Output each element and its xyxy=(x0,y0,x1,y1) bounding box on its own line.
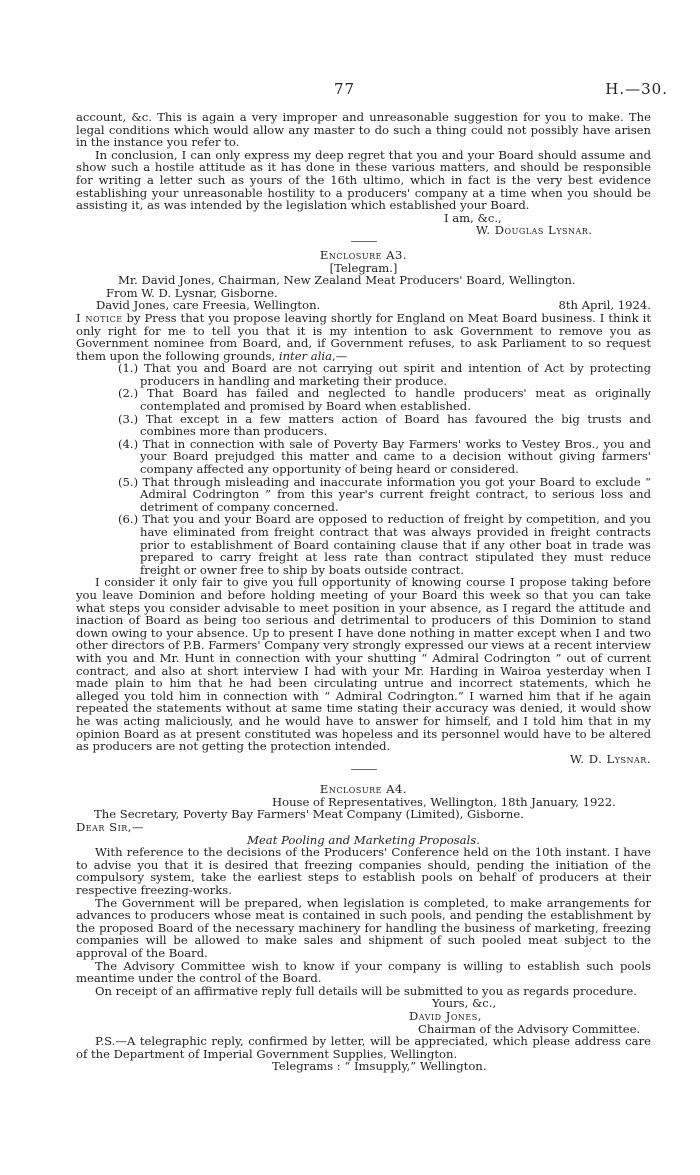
list-item: (6.) That you and your Board are opposed to reduction of freight by competition, and you have eliminated from freight contract that was always provided in freight contracts prior to establishment of Board containing clause that if any other boat in trade was prepared to carry freight at less rate than contract stipulated they must reduce freight or owner free to ship by boats outside contract. xyxy=(118,512,651,577)
list-item: (5.) That through misleading and inaccurate information you got your Board to exclude “ Admiral Codrington ” from this year's current freight contract, to serious loss and detriment of company concerned. xyxy=(118,474,651,514)
enclosure-a4-title: Enclosure A4. xyxy=(319,782,408,797)
letter-paragraph: With reference to the decisions of the Producers' Conference held on the 10th instant. I have to advise you that it is desired that freezing companies should, pending the initiation of the compulsory system, take the earliest steps to establish pools on behalf of producers at their respective freezing-works. xyxy=(76,845,651,898)
intro-latin: inter alia xyxy=(278,348,333,363)
conclusion-paragraph: In conclusion, I can only express my deep regret that you and your Board should assume and show such a hostile attitude as it has done in these various matters, and should be responsible for writing a letter such as yours of the 16th ultimo, which in fact is the very best evidence establishing your unreasonable hostility to a producers' company at a time when you should be assisting it, as was intended by the legislation which established your Board. xyxy=(76,147,651,213)
section-divider xyxy=(351,241,377,242)
list-item: (4.) That in connection with sale of Poverty Bay Farmers' works to Vestey Bros., you and your Board prejudged this matter and came to a decision without giving farmers' company affected any opportunity of being heard or considered. xyxy=(118,436,651,477)
letter-closing: Yours, &c., xyxy=(432,996,497,1011)
letter-paragraph: On receipt of an affirmative reply full details will be submitted to you as regards procedure. xyxy=(95,983,637,998)
list-item: (2.) That Board has failed and neglected to handle producers' meat as originally contemplated and promised by Board when established. xyxy=(118,386,651,414)
telegram-body: I consider it only fair to give you full opportunity of knowing course I propose taking before you leave Dominion and before holding meeting of your Board this week so that you can take what steps you consider advisable to meet position in your absence, as I regard the attitude and inaction of Board as being too serious and detrimental to producers of this Dominion to stand down owing to your absence. Up to present I have done nothing in matter except when I and two other directors of P.B. Farmers' Company very strongly expressed our views at a recent interview with you and Mr. Hunt in connection with your shutting “ Admiral Codrington ” out of current contract, and also at short interview I had with your Mr. Harding in Wairoa yesterday when I made plain to him that he had been circulating untrue and incorrect statements, which he alleged you told him in connection with “ Admiral Codrington.” I warned him that if he again repeated the statements without at same time stating their accuracy was denied, it would show he was acting maliciously, and he would have to answer for himself, and I told him that in my opinion Board as at present constituted was hopeless and its personnel would have to be altered as producers are not getting the protection intended. xyxy=(76,575,651,754)
telegram-recipient: Mr. David Jones, Chairman, New Zealand Meat Producers' Board, Wellington. xyxy=(118,273,576,288)
enclosure-a3-title: Enclosure A3. xyxy=(319,247,408,262)
letter-salutation: Dear Sir,— xyxy=(76,820,145,835)
letter-signature: W. Douglas Lysnar. xyxy=(476,223,593,238)
signer-title: Chairman of the Advisory Committee. xyxy=(418,1021,641,1036)
intro-lead: I notice xyxy=(76,310,123,325)
telegrams-line: Telegrams : “ Imsupply,” Wellington. xyxy=(272,1059,487,1074)
letter-signer: David Jones, xyxy=(409,1008,482,1023)
letter-paragraph: The Government will be prepared, when legislation is completed, to make arrangements for advances to producers whose meat is contained in such pools, and pending the establishment by the proposed Board of the necessary machinery for handling the business of marketing, freezing companies will be allowed to make sales and shipment of such pooled meat subject to the approval of the Board. xyxy=(76,895,651,960)
document-code: H.—30. xyxy=(605,80,668,98)
letter-subject: Meat Pooling and Marketing Proposals. xyxy=(247,832,480,847)
intro-dash: ,— xyxy=(332,348,348,363)
list-item: (1.) That you and Board are not carrying out spirit and intention of Act by protecting producers in handling and marketing their produce. xyxy=(118,361,651,388)
letter-closing: I am, &c., xyxy=(444,210,502,225)
letter-paragraph: The Advisory Committee wish to know if your company is willing to establish such pools meantime under the control of the Board. xyxy=(76,958,651,986)
letter-origin: House of Representatives, Wellington, 18th January, 1922. xyxy=(272,794,616,809)
letter-continuation-paragraph: account, &c. This is again a very improper and unreasonable suggestion for you to make. The legal conditions which would allow any master to do such a thing could not possibly have arisen in the instance you refer to. xyxy=(76,110,651,150)
telegram-date: 8th April, 1924. xyxy=(558,298,651,313)
list-item: (3.) That except in a few matters action of Board has favoured the big trusts and combines more than producers. xyxy=(118,411,651,439)
telegram-intro xyxy=(76,312,651,362)
telegram-label: [Telegram.] xyxy=(329,260,398,275)
telegram-sender: From W. D. Lysnar, Gisborne. xyxy=(106,285,278,300)
telegram-address: David Jones, care Freesia, Wellington. xyxy=(96,298,321,313)
intro-text: by Press that you propose leaving shortly for England on Meat Board business. I think it only right for me to tell you that it is my intention to ask Government to remove you as Government nominee from Board, and, if Government refuses, to ask Parliament to so request them upon the following grounds, xyxy=(76,310,652,363)
postscript: P.S.—A telegraphic reply, confirmed by letter, will be appreciated, which please address care of the Department of Imperial Government Supplies, Wellington. xyxy=(76,1034,651,1061)
document-body xyxy=(76,111,651,1073)
section-divider xyxy=(351,769,377,770)
page-number: 77 xyxy=(334,80,356,98)
telegram-signature: W. D. Lysnar. xyxy=(570,751,651,766)
letter-recipient: The Secretary, Poverty Bay Farmers' Meat Company (Limited), Gisborne. xyxy=(94,807,524,822)
grounds-list xyxy=(76,362,651,576)
